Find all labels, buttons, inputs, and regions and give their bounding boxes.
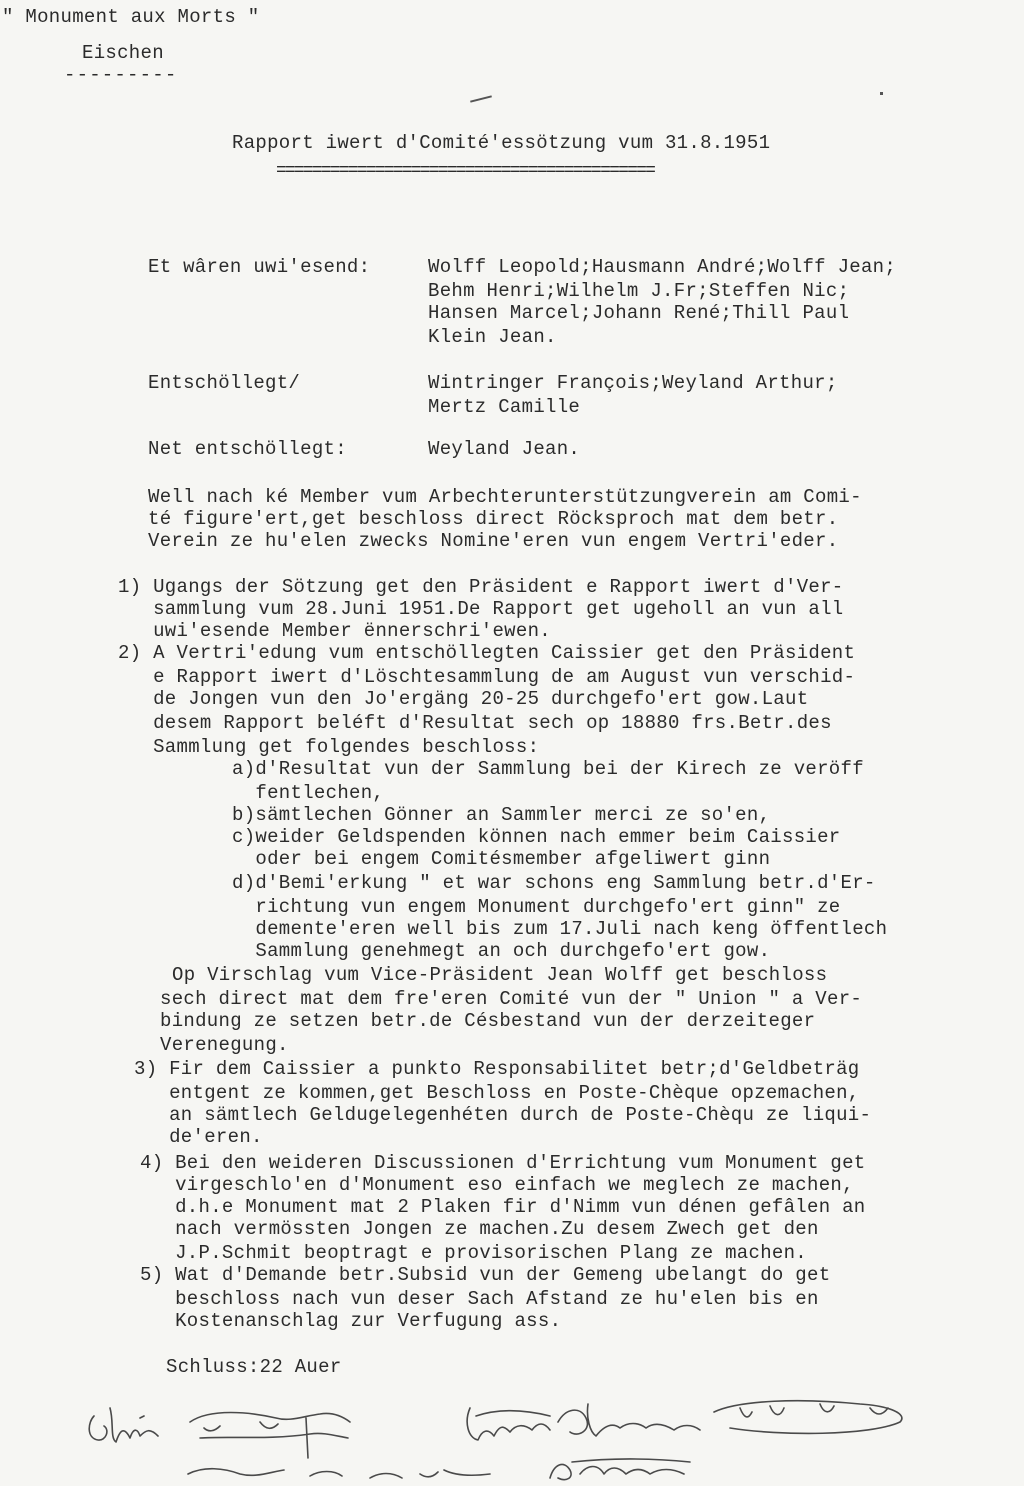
- sub-item-line: b)sämtlechen Gönner an Sammler merci ze so'en,: [232, 804, 771, 826]
- item-1-line: 1) Ugangs der Sötzung get den Präsident e Rapport iwert d'Ver-: [118, 576, 844, 598]
- item-3-line: an sämtlech Geldugelegenhéten durch de Poste-Chèqu ze liqui-: [134, 1104, 872, 1126]
- sub-item-line: a)d'Resultat vun der Sammlung bei der Kirech ze veröff: [232, 758, 864, 780]
- sub-item-line: c)weider Geldspenden können nach emmer beim Caissier: [232, 826, 841, 848]
- intro-line: Verein ze hu'elen zwecks Nomine'eren vun engem Vertri'eder.: [148, 530, 839, 552]
- signature-thill: [89, 1408, 158, 1442]
- item-4-line: virgeschlo'en d'Monument eso einfach we meglech ze machen,: [140, 1174, 854, 1196]
- excused-line: Wintringer François;Weyland Arthur;: [428, 372, 838, 394]
- sub-item-line: richtung vun engem Monument durchgefo'ert ginn" ze: [232, 896, 841, 918]
- item-4-line: nach vermössten Jongen ze machen.Zu desem Zwech get den: [140, 1218, 819, 1240]
- present-line: Hansen Marcel;Johann René;Thill Paul: [428, 302, 850, 324]
- signature-steffen: [558, 1404, 700, 1436]
- item-3-line: entgent ze kommen,get Beschloss en Poste-Chèque opzemachen,: [134, 1082, 860, 1104]
- excused-label: Entschöllegt/: [148, 372, 301, 394]
- intro-line: Well nach ké Member vum Arbechterunterstützungverein am Comi-: [148, 486, 862, 508]
- paper-fleck: [880, 92, 883, 95]
- item-2-cont-line: Op Virschlag vum Vice-Präsident Jean Wolff get beschloss: [172, 964, 828, 986]
- item-3-line: 3) Fir dem Caissier a punkto Responsabilitet betr;d'Geldbeträg: [134, 1058, 860, 1080]
- item-1-line: uwi'esende Member ënnerschri'ewen.: [118, 620, 551, 642]
- present-line: Wolff Leopold;Hausmann André;Wolff Jean;: [428, 256, 897, 278]
- item-4-line: 4) Bei den weideren Discussionen d'Errichtung vum Monument get: [140, 1152, 866, 1174]
- sub-item-line: Sammlung genehmegt an och durchgefo'ert gow.: [232, 940, 771, 962]
- paper-fleck: [470, 95, 492, 102]
- item-4-line: J.P.Schmit beoptragt e provisorischen Plang ze machen.: [140, 1242, 808, 1264]
- excused-line: Mertz Camille: [428, 396, 581, 418]
- intro-line: té figure'ert,get beschloss direct Röcksproch mat dem betr.: [148, 508, 839, 530]
- item-2-cont-line: sech direct mat dem fre'eren Comité vun der " Union " a Ver-: [160, 988, 863, 1010]
- document-title: Rapport iwert d'Comité'essötzung vum 31.8.1951: [232, 132, 771, 154]
- unexcused-line: Weyland Jean.: [428, 438, 581, 460]
- present-line: Klein Jean.: [428, 326, 557, 348]
- item-4-line: d.h.e Monument mat 2 Plaken fir d'Nimm vun dénen gefâlen an: [140, 1196, 866, 1218]
- item-2-cont-line: bindung ze setzen betr.de Césbestand vun der derzeiteger: [160, 1010, 816, 1032]
- present-label: Et wâren uwi'esend:: [148, 256, 371, 278]
- item-2-line: e Rapport iwert d'Löschtesammlung de am August vun verschid-: [118, 666, 856, 688]
- sub-item-line: oder bei engem Comitésmember afgeliwert ginn: [232, 848, 771, 870]
- sub-item-line: demente'eren well bis zum 17.Juli nach keng öffentlech: [232, 918, 888, 940]
- item-1-line: sammlung vum 28.Juni 1951.De Rapport get ugeholl an vun all: [118, 598, 844, 620]
- item-2-cont-line: Verenegung.: [160, 1034, 289, 1056]
- signature-hausmann: [188, 1469, 490, 1478]
- sub-item-line: fentlechen,: [232, 782, 385, 804]
- signature-hansen: [550, 1459, 690, 1480]
- signature-wolff-leopold: [714, 1401, 902, 1434]
- sub-item-line: d)d'Bemi'erkung " et war schons eng Sammlung betr.d'Er-: [232, 872, 876, 894]
- present-line: Behm Henri;Wilhelm J.Fr;Steffen Nic;: [428, 280, 850, 302]
- item-5-line: Kostenanschlag zur Verfugung ass.: [140, 1310, 562, 1332]
- title-underline: ==========================================: [276, 161, 655, 181]
- item-2-line: de Jongen vun den Jo'ergäng 20-25 durchgefo'ert gow.Laut: [118, 688, 809, 710]
- org-location: Eischen: [82, 42, 164, 64]
- unexcused-label: Net entschöllegt:: [148, 438, 347, 460]
- item-3-line: de'eren.: [134, 1126, 263, 1148]
- item-5-line: 5) Wat d'Demande betr.Subsid vun der Gemeng ubelangt do get: [140, 1264, 831, 1286]
- header-rule: ---------: [64, 64, 178, 86]
- org-name: " Monument aux Morts ": [2, 6, 260, 28]
- item-2-line: desem Rapport beléft d'Resultat sech op 18880 frs.Betr.des: [118, 712, 832, 734]
- signatures-block: [80, 1378, 960, 1486]
- signature-wilhelm: [467, 1408, 550, 1440]
- item-2-line: Sammlung get folgendes beschloss:: [118, 736, 540, 758]
- closing-time: Schluss:22 Auer: [166, 1356, 342, 1378]
- item-2-line: 2) A Vertri'edung vum entschöllegten Caissier get den Präsident: [118, 642, 856, 664]
- item-5-line: beschloss nach vun deser Sach Afstand ze hu'elen bis en: [140, 1288, 819, 1310]
- signature-klein: [190, 1413, 350, 1459]
